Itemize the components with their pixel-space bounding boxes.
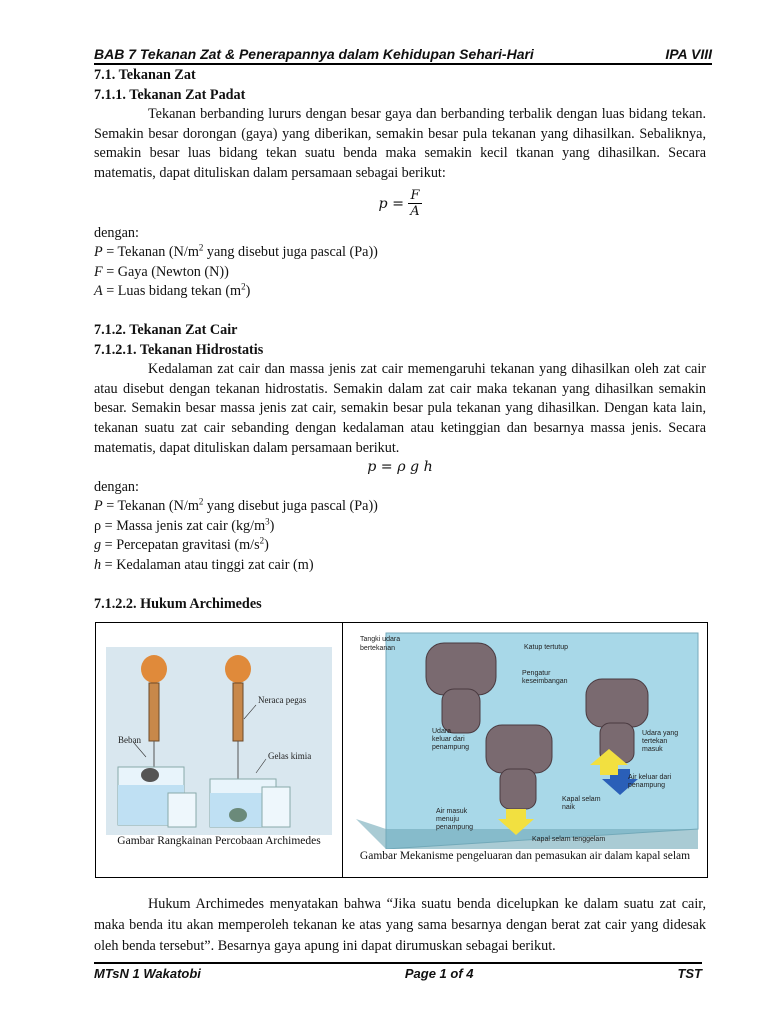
submarine-mechanism-illustration [356,629,701,849]
label-ut-3: masuk [642,746,663,753]
label-pengatur-2: keseimbangan [522,678,568,685]
section-title: 7.1.2.2. Hukum Archimedes [94,595,262,612]
label-tangki-1: Tangki udara [360,636,401,643]
label-ut-2: tertekan [642,738,668,745]
page-footer [94,962,702,981]
label-gelas: Gelas kimia [268,751,312,761]
section-title: 7.1. Tekanan Zat [94,67,196,83]
label-ks-1: Kapal selam [562,796,601,803]
dengan-label: dengan: [94,224,139,241]
footer-author: TST [677,966,702,981]
subsection-title: 7.1.2.1. Tekanan Hidrostatis [94,341,264,358]
page-header [94,42,712,65]
label-am-1: Air masuk [436,808,468,815]
label-tangki-2: bertekanan [360,645,396,652]
footer-page: Page 1 of 4 [404,966,474,981]
header-title: BAB 7 Tekanan Zat & Penerapannya dalam Kehidupan Sehari-Hari [94,46,534,62]
formula-numerator: F [410,188,420,204]
label-kt: Kapal selam tenggelam [532,836,606,843]
label-am-3: penampung [436,824,473,831]
subsection-title: 7.1.1. Tekanan Zat Padat [94,86,246,103]
label-am-2: menuju [436,816,459,823]
label-ut-1: Udara yang [642,730,679,737]
archimedes-experiment-illustration [106,647,332,835]
figure-box [95,622,708,878]
label-neraca: Neraca pegas [258,695,307,705]
paragraph: Tekanan berbanding lururs dengan besar gaya dan berbanding terbalik dengan luas bidang tekan. Semakin besar dorongan (gaya) yang diberikan, semakin besar pula tekanan yang dihasilkan. Sebaliknya, semakin besar luas bidang tekan suatu benda maka semakin kecil tkanan yang dihasilkan. Secara matematis, dapat dituliskan dalam persamaan sebagai berikut: [94,106,706,181]
def-line: g = Percepatan gravitasi $(m/s^2)$ [94,535,269,554]
formula-lhs: p = [378,195,404,212]
def-line: P = Tekanan ($N/m^2$ yang disebut juga pascal (Pa)) [94,242,378,261]
def-line: ρ = Massa jenis zat cair $(kg/m^3)$ [94,516,275,534]
footer-school: MTsN 1 Wakatobi [94,966,201,981]
dengan-label: dengan: [94,478,139,495]
label-udara-1: Udara [432,728,452,735]
formula-denominator: A [410,204,420,220]
def-line: F = Gaya (Newton (N)) [94,263,229,280]
label-ak-2: penampung [628,782,665,789]
label-pengatur-1: Pengatur [522,670,551,677]
main-content [94,66,706,614]
label-beban: Beban [118,735,141,745]
section-title: 7.1.2. Tekanan Zat Cair [94,321,238,338]
formula-hydrostatic: p = ρ g h [367,459,433,476]
def-line: A = Luas bidang tekan $(m^2)$ [94,281,251,300]
label-ks-2: naik [562,804,575,811]
figure-caption: Gambar Rangkainan Percobaan Archimedes [117,835,321,847]
paragraph: Kedalaman zat cair dan massa jenis zat cair memengaruhi tekanan yang dihasilkan oleh zat cair atau disebut dengan tekanan hidrostatis. Semakin dalam zat cair maka tekanan yang dihasilkan semakin besar. Semakin besar massa jenis zat cair, semakin besar pula tekanan yang dihasilkan. Dengan kata lain, tekanan suatu zat cair sebanding dengan kedalaman atau ketinggian dan besarnya massa jenis. Secara matematis, dapat dituliskan dalam persamaan berikut. [94,361,706,456]
formula-fraction [408,188,421,219]
header-subject: IPA VIII [665,46,712,62]
label-ak-1: Air keluar dari [628,774,672,781]
figure-divider [342,623,343,877]
paragraph: Hukum Archimedes menyatakan bahwa “Jika suatu benda dicelupkan ke dalam suatu zat cair, maka benda itu akan memperoleh tekanan ke atas yang sama besarnya dengan berat zat cair yang didesak oleh benda tersebut”. Besarnya gaya apung ini dapat dirumuskan sebagai berikut. [94,896,706,954]
formula-pressure [94,184,706,224]
label-katup: Katup tertutup [524,644,568,651]
def-line: P = Tekanan ($N/m^2$ yang disebut juga pascal (Pa)) [94,496,378,515]
figure-caption: Gambar Mekanisme pengeluaran dan pemasukan air dalam kapal selam [359,850,691,862]
label-udara-2: keluar dari [432,736,465,743]
def-line: h = Kedalaman atau tinggi zat cair (m) [94,557,314,574]
label-udara-3: penampung [432,744,469,751]
